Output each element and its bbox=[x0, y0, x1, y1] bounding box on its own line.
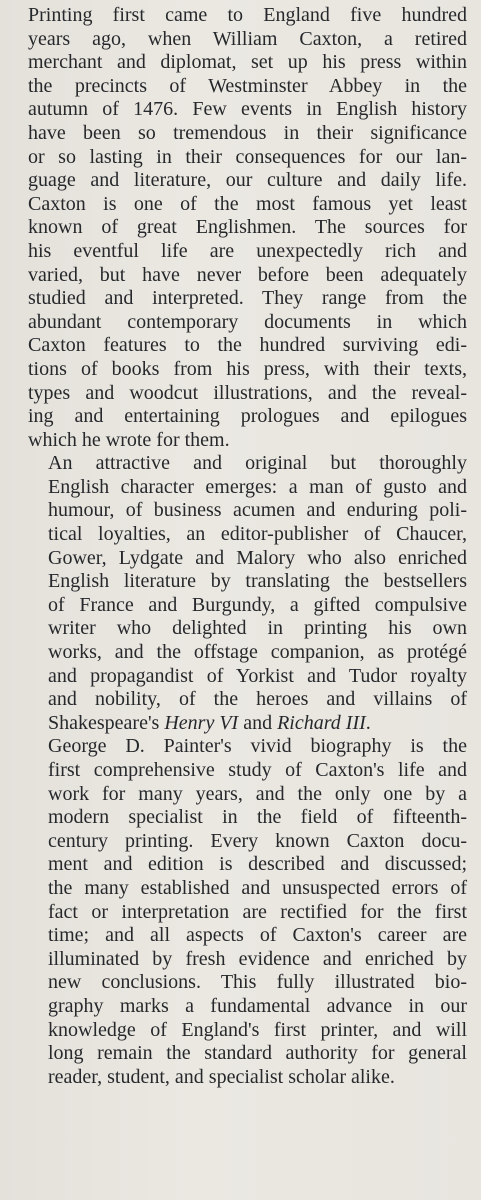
text-line: modern specialist in the field of fifteenth- bbox=[48, 806, 467, 829]
text-line: the precincts of Westminster Abbey in the bbox=[28, 74, 467, 97]
text-line: which he wrote for them. bbox=[28, 428, 230, 451]
text-line: types and woodcut illustrations, and the reveal- bbox=[28, 381, 467, 404]
text-line: and nobility, of the heroes and villains of bbox=[48, 688, 467, 711]
text-line: abundant contemporary documents in which bbox=[28, 310, 467, 333]
paragraph-character bbox=[28, 452, 467, 735]
text-line: have been so tremendous in their significance bbox=[28, 121, 467, 144]
text-line: merchant and diplomat, set up his press within bbox=[28, 51, 467, 74]
text-line: time; and all aspects of Caxton's career are bbox=[48, 924, 467, 947]
text-line: tical loyalties, an editor-publisher of Chaucer, bbox=[48, 523, 467, 546]
text-line: English character emerges: a man of gusto and bbox=[48, 475, 467, 498]
text-line: or so lasting in their consequences for our lan- bbox=[28, 145, 467, 168]
text-line: writer who delighted in printing his own bbox=[48, 617, 467, 640]
text-line: century printing. Every known Caxton docu- bbox=[48, 829, 467, 852]
text-line: and propagandist of Yorkist and Tudor royalty bbox=[48, 664, 467, 687]
text-line: reader, student, and specialist scholar alike. bbox=[48, 1065, 395, 1088]
text-line: ing and entertaining prologues and epilogues bbox=[28, 405, 467, 428]
text-line: years ago, when William Caxton, a retired bbox=[28, 27, 467, 50]
text-line: of France and Burgundy, a gifted compulsive bbox=[48, 593, 467, 616]
text-line: guage and literature, our culture and daily life. bbox=[28, 169, 467, 192]
text-fragment: . bbox=[365, 711, 371, 734]
text-line: tions of books from his press, with their texts, bbox=[28, 357, 467, 380]
text-line: humour, of business acumen and enduring poli- bbox=[48, 499, 467, 522]
text-line: long remain the standard authority for general bbox=[48, 1042, 467, 1065]
text-line: Caxton features to the hundred surviving edi- bbox=[28, 334, 467, 357]
text-line: fact or interpretation are rectified for the first bbox=[48, 900, 467, 923]
text-line: English literature by translating the bestsellers bbox=[48, 570, 467, 593]
text-line: Gower, Lydgate and Malory who also enriched bbox=[48, 546, 467, 569]
text-line: ment and edition is described and discussed; bbox=[48, 853, 467, 876]
text-line: Printing first came to England five hundred bbox=[28, 4, 467, 26]
text-line-with-titles bbox=[28, 712, 467, 736]
paragraph-introduction bbox=[28, 4, 467, 452]
paragraph-biography bbox=[28, 735, 467, 1089]
text-line: known of great Englishmen. The sources for bbox=[28, 216, 467, 239]
text-fragment: and bbox=[238, 711, 278, 734]
text-line: illuminated by fresh evidence and enriched by bbox=[48, 947, 467, 970]
text-line: graphy marks a fundamental advance in our bbox=[48, 994, 467, 1017]
text-fragment: Shakespeare's bbox=[48, 711, 165, 734]
text-line: the many established and unsuspected errors of bbox=[48, 876, 467, 899]
text-line: studied and interpreted. They range from the bbox=[28, 287, 467, 310]
play-title-henry-vi: Henry VI bbox=[164, 711, 239, 734]
text-line: works, and the offstage companion, as protégé bbox=[48, 641, 467, 664]
text-line: George D. Painter's vivid biography is the bbox=[48, 735, 467, 758]
text-line: first comprehensive study of Caxton's life and bbox=[48, 759, 467, 781]
play-title-richard-iii: Richard III bbox=[277, 711, 366, 734]
text-line: his eventful life are unexpectedly rich and bbox=[28, 239, 467, 262]
text-line: An attractive and original but thoroughly bbox=[48, 452, 467, 475]
text-line: work for many years, and the only one by a bbox=[48, 782, 467, 805]
text-line: varied, but have never before been adequately bbox=[28, 263, 467, 286]
text-line: autumn of 1476. Few events in English history bbox=[28, 98, 467, 121]
text-line: Caxton is one of the most famous yet least bbox=[28, 192, 467, 215]
text-line: new conclusions. This fully illustrated bio- bbox=[48, 971, 467, 994]
text-line: knowledge of England's first printer, and will bbox=[48, 1018, 467, 1041]
